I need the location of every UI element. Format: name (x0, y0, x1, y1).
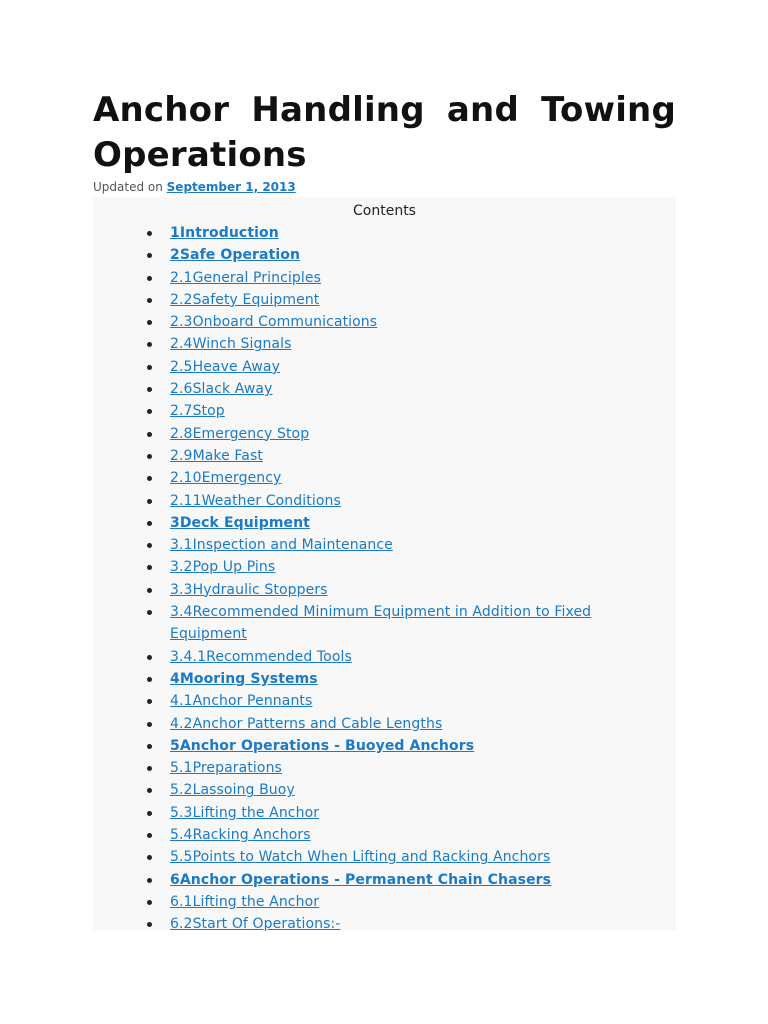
toc-link[interactable]: 2.11Weather Conditions (170, 492, 341, 509)
toc-item (170, 690, 676, 712)
toc-item (170, 779, 676, 801)
toc-item (170, 601, 676, 646)
toc-item (170, 556, 676, 578)
toc-link[interactable]: 5.4Racking Anchors (170, 827, 311, 844)
page-title: Anchor Handling and Towing Operations (93, 90, 676, 175)
toc-item (170, 646, 676, 668)
toc-link[interactable]: 6.2Start Of Operations:- (170, 916, 341, 933)
toc-link[interactable]: 2.6Slack Away (170, 381, 273, 398)
toc-link[interactable]: 3.2Pop Up Pins (170, 559, 276, 576)
toc-link[interactable]: 5.1Preparations (170, 760, 282, 777)
article (93, 88, 676, 933)
updated-prefix: Updated on (93, 180, 167, 194)
toc-link[interactable]: 6Anchor Operations - Permanent Chain Chasers (170, 871, 552, 888)
toc-link[interactable]: 2.4Winch Signals (170, 336, 292, 353)
toc-link[interactable]: 3.1Inspection and Maintenance (170, 537, 393, 554)
toc-link[interactable]: 5Anchor Operations - Buoyed Anchors (170, 737, 475, 754)
toc-link[interactable]: 4.1Anchor Pennants (170, 693, 313, 710)
toc-item (170, 534, 676, 556)
toc-item (170, 735, 676, 757)
toc-link[interactable]: 2.3Onboard Communications (170, 314, 378, 331)
toc-link[interactable]: 2.7Stop (170, 403, 225, 420)
toc-link[interactable]: 2.10Emergency (170, 470, 282, 487)
toc-item (170, 824, 676, 846)
toc-link[interactable]: 2.5Heave Away (170, 358, 280, 375)
toc-link[interactable]: 3.3Hydraulic Stoppers (170, 581, 328, 598)
toc-item (170, 846, 676, 868)
toc-link[interactable]: 5.2Lassoing Buoy (170, 782, 295, 799)
updated-line (93, 179, 676, 195)
toc-item (170, 244, 676, 266)
updated-date-link[interactable]: September 1, 2013 (166, 180, 296, 194)
toc-title: Contents (353, 203, 416, 219)
toc-item (170, 400, 676, 422)
toc-item (170, 913, 676, 935)
toc-item (170, 378, 676, 400)
toc-link[interactable]: 5.3Lifting the Anchor (170, 804, 320, 821)
toc-link[interactable]: 2.1General Principles (170, 269, 321, 286)
toc-item (170, 512, 676, 534)
toc-item (170, 757, 676, 779)
toc-link[interactable]: 4Mooring Systems (170, 670, 318, 687)
toc-item (170, 802, 676, 824)
toc-link[interactable]: 1Introduction (170, 225, 279, 241)
toc-list (93, 222, 676, 936)
toc-link[interactable]: 2.9Make Fast (170, 447, 263, 464)
toc-link[interactable]: 3Deck Equipment (170, 514, 310, 531)
toc-item (170, 445, 676, 467)
toc-link[interactable]: 2Safe Operation (170, 247, 301, 264)
toc-link[interactable]: 3.4Recommended Minimum Equipment in Addition to Fixed Equipment (170, 604, 592, 643)
table-of-contents (93, 197, 676, 933)
toc-item (170, 267, 676, 289)
toc-link[interactable]: 2.8Emergency Stop (170, 425, 310, 442)
toc-item (170, 490, 676, 512)
toc-item (170, 289, 676, 311)
toc-item (170, 891, 676, 913)
toc-item (170, 467, 676, 489)
toc-item (170, 423, 676, 445)
toc-link[interactable]: 4.2Anchor Patterns and Cable Lengths (170, 715, 443, 732)
toc-link[interactable]: 2.2Safety Equipment (170, 291, 320, 308)
toc-item (170, 311, 676, 333)
toc-item (170, 222, 676, 244)
toc-item (170, 713, 676, 735)
toc-item (170, 333, 676, 355)
toc-link[interactable]: 5.5Points to Watch When Lifting and Racking Anchors (170, 849, 551, 866)
toc-link[interactable]: 6.1Lifting the Anchor (170, 893, 320, 910)
toc-item (170, 668, 676, 690)
toc-item (170, 579, 676, 601)
toc-link[interactable]: 3.4.1Recommended Tools (170, 648, 352, 665)
toc-item (170, 869, 676, 891)
toc-item (170, 356, 676, 378)
